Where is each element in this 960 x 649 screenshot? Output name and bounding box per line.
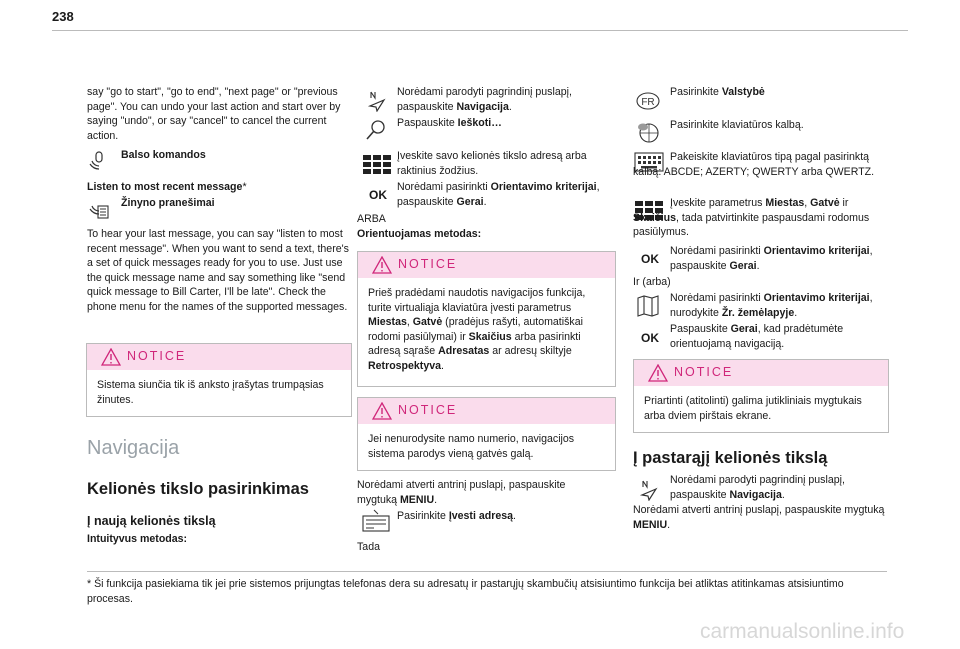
- messages-label: Žinyno pranešimai: [121, 197, 215, 209]
- confirm-text: Paspauskite Gerai, kad pradėtumėte orientuojamą navigaciją.: [670, 323, 844, 350]
- ok-icon: OK: [641, 331, 659, 345]
- notice-text: Prieš pradėdami naudotis navigacijos funkcija, turite virtualiąja klaviatūra įvesti parametrus Miestas, Gatvė (pradėjus rašyti, automatiškai rodomi pasiūlymai) ir Skaičius arba pasirinkti adresą sąraše Adresatas ar adresų skiltyje Retrospektyva.: [368, 287, 586, 372]
- warning-icon: [648, 364, 668, 382]
- notice-header: [358, 252, 615, 278]
- notice-text: Sistema siunčia tik iš anksto įrašytas trumpąsias žinutes.: [97, 379, 324, 406]
- search-icon: [364, 118, 388, 142]
- secondary-page-text: Norėdami atverti antrinį puslapį, paspauskite mygtuką MENIU.: [633, 504, 885, 531]
- listen-heading: Listen to most recent message*: [87, 181, 247, 193]
- notice-box: [357, 397, 616, 471]
- page-number: 238: [52, 9, 74, 24]
- notice-title: NOTICE: [398, 257, 458, 271]
- messages-icon: [86, 196, 110, 220]
- ok-icon: OK: [641, 252, 659, 266]
- keyboard-icon: [362, 153, 392, 177]
- country-flag-icon: [636, 88, 660, 112]
- notice-title: NOTICE: [674, 365, 734, 379]
- or-label: ARBA: [357, 213, 386, 225]
- new-destination-heading: Į naują kelionės tikslą: [87, 514, 216, 528]
- country-code-text: FR: [641, 97, 655, 108]
- keyboard-type-paragraph: Pakeiskite klaviatūros tipą pagal pasirinktą kalbą: ABCDE; AZERTY; QWERTY arba QWERTZ.: [633, 151, 875, 178]
- navigation-icon: [636, 477, 660, 501]
- show-main-page-text: Norėdami parodyti pagrindinį puslapį, paspauskite Navigacija.: [397, 86, 572, 113]
- ok-icon: OK: [369, 188, 387, 202]
- notice-box: [86, 343, 352, 417]
- secondary-page-text: Norėdami atverti antrinį puslapį, paspauskite mygtuką MENIU.: [357, 479, 566, 506]
- notice-title: NOTICE: [127, 349, 187, 363]
- params-text: Įveskite parametrus Miestas, Gatvė ir Skaičius, tada patvirtinkite paspausdami rodomus pasiūlymus.: [633, 197, 870, 238]
- show-main-page-text: Norėdami parodyti pagrindinį puslapį, paspauskite Navigacija.: [670, 474, 845, 501]
- warning-icon: [372, 402, 392, 420]
- footnote: * Ši funkcija pasiekiama tik jei prie sistemos prijungtas telefonas dera su adresatų ir pastarųjų skambučių atsisiuntimo funkcija bei atliktas atitinkamas atsisiuntimo procesas.: [87, 578, 844, 605]
- notice-text: Jei nenurodysite namo numerio, navigacijos sistema parodys vieną gatvės galą.: [368, 433, 575, 460]
- criteria-text: Norėdami pasirinkti Orientavimo kriterijai, paspauskite Gerai.: [670, 245, 873, 272]
- or-label: Ir (arba): [633, 276, 671, 288]
- watermark: carmanualsonline.info: [700, 620, 905, 643]
- map-icon: [636, 294, 660, 318]
- last-destination-heading: Į pastarąjį kelionės tikslą: [633, 449, 828, 467]
- notice-box: [633, 359, 889, 433]
- notice-title: NOTICE: [398, 403, 458, 417]
- top-divider: [52, 30, 908, 31]
- notice-text: Priartinti (atitolinti) galima jutikliniais mygtukais arba dviem pirštais ekrane.: [644, 395, 862, 422]
- footnote-divider: [87, 571, 887, 572]
- notice-header: [634, 360, 888, 386]
- navigation-icon: [364, 88, 388, 112]
- keyboard-language-text: Pasirinkite klaviatūros kalbą.: [670, 119, 804, 131]
- destination-heading: Kelionės tikslo pasirinkimas: [87, 480, 309, 498]
- voice-commands-label: Balso komandos: [121, 149, 206, 161]
- notice-box: [357, 251, 616, 387]
- warning-icon: [101, 348, 121, 366]
- map-text: Norėdami pasirinkti Orientavimo kriterijai, nurodykite Žr. žemėlapyje.: [670, 292, 873, 319]
- warning-icon: [372, 256, 392, 274]
- keyboard-language-icon: [636, 120, 660, 144]
- search-text: Paspauskite Ieškoti…: [397, 117, 502, 129]
- guidance-method-label: Orientuojamas metodas:: [357, 228, 482, 240]
- enter-address-icon: [362, 509, 390, 533]
- notice-header: [87, 344, 351, 370]
- country-text: Pasirinkite Valstybė: [670, 86, 765, 98]
- enter-address-label: Pasirinkite Įvesti adresą.: [397, 510, 516, 522]
- intro-text: say "go to start", "go to end", "next page" or "previous page". You can undo your last action and start over by saying "undo", or say "cancel" to cancel the current action.: [87, 86, 341, 142]
- intuitive-method-label: Intuityvus metodas:: [87, 533, 188, 545]
- section-heading-navigation: Navigacija: [87, 437, 180, 459]
- then-label: Tada: [357, 541, 380, 553]
- criteria-text: Norėdami pasirinkti Orientavimo kriterijai, paspauskite Gerai.: [397, 181, 600, 208]
- enter-address-text: Įveskite savo kelionės tikslo adresą arba raktinius žodžius.: [397, 150, 587, 177]
- notice-header: [358, 398, 615, 424]
- listen-body: To hear your last message, you can say "listen to most recent message". When you want to send a text, there's a set of quick messages ready for you to use. Just use the quick message name and say something like "send quick message to Bill Carter, I'll be late". Check the phone menu for the names of the supported messages.: [87, 228, 349, 313]
- voice-command-icon: [86, 148, 110, 172]
